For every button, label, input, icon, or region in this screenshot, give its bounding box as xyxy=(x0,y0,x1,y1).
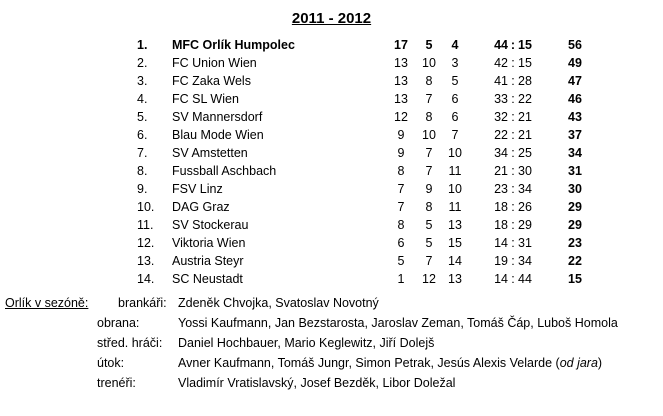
table-row xyxy=(0,234,663,252)
draws-cell: 8 xyxy=(425,110,433,124)
goals-for-cell: 34 xyxy=(494,146,508,160)
team-name: DAG Graz xyxy=(172,200,230,214)
rank-cell: 13. xyxy=(137,254,155,268)
score-separator: : xyxy=(511,272,515,286)
points-cell: 46 xyxy=(568,92,582,106)
wins-cell: 8 xyxy=(397,218,405,232)
points-cell: 31 xyxy=(568,164,582,178)
table-row xyxy=(0,216,663,234)
score-separator: : xyxy=(511,254,515,268)
team-name: Blau Mode Wien xyxy=(172,128,264,142)
rank-cell: 10. xyxy=(137,200,155,214)
losses-cell: 10 xyxy=(448,182,462,196)
squad-names: Daniel Hochbauer, Mario Keglewitz, Jiří Dolejš xyxy=(178,336,435,350)
goals-for-cell: 32 xyxy=(494,110,508,124)
rank-cell: 7. xyxy=(137,146,148,160)
rank-cell: 3. xyxy=(137,74,148,88)
goals-against-cell: 34 xyxy=(518,254,532,268)
points-cell: 49 xyxy=(568,56,582,70)
goals-against-cell: 31 xyxy=(518,236,532,250)
team-name: Austria Steyr xyxy=(172,254,244,268)
losses-cell: 11 xyxy=(448,200,462,214)
team-name: FC Union Wien xyxy=(172,56,257,70)
wins-cell: 9 xyxy=(397,146,405,160)
points-cell: 15 xyxy=(568,272,582,286)
points-cell: 30 xyxy=(568,182,582,196)
score-separator: : xyxy=(511,236,515,250)
table-row xyxy=(0,270,663,288)
losses-cell: 6 xyxy=(451,92,459,106)
goals-against-cell: 25 xyxy=(518,146,532,160)
table-row xyxy=(0,54,663,72)
squad-names: Vladimír Vratislavský, Josef Bezděk, Libor Doležal xyxy=(178,376,456,390)
draws-cell: 8 xyxy=(425,74,433,88)
squad-names: Avner Kaufmann, Tomáš Jungr, Simon Petrak, Jesús Alexis Velarde (od jara) xyxy=(178,356,603,370)
draws-cell: 9 xyxy=(425,182,433,196)
wins-cell: 13 xyxy=(394,74,408,88)
team-name: MFC Orlík Humpolec xyxy=(172,38,295,52)
draws-cell: 7 xyxy=(425,146,433,160)
points-cell: 34 xyxy=(568,146,582,160)
score-separator: : xyxy=(511,128,515,142)
wins-cell: 7 xyxy=(397,200,405,214)
goals-for-cell: 44 xyxy=(494,38,508,52)
score-separator: : xyxy=(511,146,515,160)
wins-cell: 7 xyxy=(397,182,405,196)
squad-row xyxy=(0,293,663,313)
points-cell: 29 xyxy=(568,200,582,214)
rank-cell: 8. xyxy=(137,164,148,178)
draws-cell: 5 xyxy=(425,218,433,232)
team-name: SC Neustadt xyxy=(172,272,243,286)
rank-cell: 14. xyxy=(137,272,155,286)
goals-against-cell: 29 xyxy=(518,218,532,232)
score-separator: : xyxy=(511,74,515,88)
draws-cell: 5 xyxy=(425,236,433,250)
squad-note: od jara xyxy=(559,356,598,370)
goals-for-cell: 14 xyxy=(494,272,508,286)
goals-for-cell: 18 xyxy=(494,200,508,214)
goals-against-cell: 15 xyxy=(518,38,532,52)
goals-against-cell: 22 xyxy=(518,92,532,106)
points-cell: 56 xyxy=(568,38,582,52)
wins-cell: 13 xyxy=(394,92,408,106)
score-separator: : xyxy=(511,110,515,124)
points-cell: 37 xyxy=(568,128,582,142)
losses-cell: 10 xyxy=(448,146,462,160)
squad-role: střed. hráči: xyxy=(97,336,163,350)
score-separator: : xyxy=(511,56,515,70)
draws-cell: 5 xyxy=(425,38,433,52)
draws-cell: 12 xyxy=(422,272,436,286)
wins-cell: 5 xyxy=(397,254,405,268)
table-row xyxy=(0,252,663,270)
goals-against-cell: 44 xyxy=(518,272,532,286)
draws-cell: 7 xyxy=(425,164,433,178)
rank-cell: 9. xyxy=(137,182,148,196)
goals-for-cell: 42 xyxy=(494,56,508,70)
score-separator: : xyxy=(511,164,515,178)
rank-cell: 6. xyxy=(137,128,148,142)
goals-for-cell: 21 xyxy=(494,164,508,178)
goals-for-cell: 19 xyxy=(494,254,508,268)
rank-cell: 1. xyxy=(137,38,148,52)
losses-cell: 5 xyxy=(451,74,459,88)
table-row xyxy=(0,72,663,90)
team-name: SV Amstetten xyxy=(172,146,248,160)
score-separator: : xyxy=(511,92,515,106)
losses-cell: 15 xyxy=(448,236,462,250)
team-name: SV Mannersdorf xyxy=(172,110,263,124)
squad-names: Zdeněk Chvojka, Svatoslav Novotný xyxy=(178,296,379,310)
goals-against-cell: 21 xyxy=(518,110,532,124)
table-row xyxy=(0,90,663,108)
losses-cell: 3 xyxy=(451,56,459,70)
team-name: SV Stockerau xyxy=(172,218,249,232)
wins-cell: 1 xyxy=(397,272,405,286)
draws-cell: 7 xyxy=(425,254,433,268)
table-row xyxy=(0,180,663,198)
goals-for-cell: 41 xyxy=(494,74,508,88)
losses-cell: 6 xyxy=(451,110,459,124)
points-cell: 43 xyxy=(568,110,582,124)
squad-row xyxy=(0,373,663,393)
points-cell: 22 xyxy=(568,254,582,268)
losses-cell: 4 xyxy=(451,38,459,52)
points-cell: 47 xyxy=(568,74,582,88)
goals-for-cell: 23 xyxy=(494,182,508,196)
team-name: FC SL Wien xyxy=(172,92,239,106)
table-row xyxy=(0,126,663,144)
losses-cell: 7 xyxy=(451,128,459,142)
rank-cell: 12. xyxy=(137,236,155,250)
rank-cell: 4. xyxy=(137,92,148,106)
goals-against-cell: 30 xyxy=(518,164,532,178)
wins-cell: 9 xyxy=(397,128,405,142)
squad-section xyxy=(0,293,663,393)
goals-for-cell: 18 xyxy=(494,218,508,232)
draws-cell: 10 xyxy=(422,128,436,142)
team-name: Viktoria Wien xyxy=(172,236,246,250)
wins-cell: 6 xyxy=(397,236,405,250)
table-row xyxy=(0,108,663,126)
points-cell: 23 xyxy=(568,236,582,250)
rank-cell: 11. xyxy=(137,218,154,232)
score-separator: : xyxy=(511,182,515,196)
league-table xyxy=(0,36,663,288)
score-separator: : xyxy=(510,38,516,52)
table-row xyxy=(0,198,663,216)
team-name: FSV Linz xyxy=(172,182,223,196)
losses-cell: 13 xyxy=(448,272,462,286)
goals-against-cell: 28 xyxy=(518,74,532,88)
losses-cell: 14 xyxy=(448,254,462,268)
draws-cell: 8 xyxy=(425,200,433,214)
goals-for-cell: 33 xyxy=(494,92,508,106)
squad-names: Yossi Kaufmann, Jan Bezstarosta, Jaroslav Zeman, Tomáš Čáp, Luboš Homola xyxy=(178,316,618,330)
rank-cell: 5. xyxy=(137,110,148,124)
rank-cell: 2. xyxy=(137,56,148,70)
squad-role: brankáři: xyxy=(118,296,167,310)
squad-row xyxy=(0,333,663,353)
squad-role: obrana: xyxy=(97,316,140,330)
losses-cell: 13 xyxy=(448,218,462,232)
squad-role: trenéři: xyxy=(97,376,136,390)
goals-against-cell: 34 xyxy=(518,182,532,196)
goals-for-cell: 14 xyxy=(494,236,508,250)
table-row xyxy=(0,162,663,180)
squad-names-text: Avner Kaufmann, Tomáš Jungr, Simon Petrak, Jesús Alexis Velarde xyxy=(178,356,553,370)
season-title: 2011 - 2012 xyxy=(291,10,372,27)
points-cell: 29 xyxy=(568,218,582,232)
score-separator: : xyxy=(511,200,515,214)
wins-cell: 13 xyxy=(394,56,408,70)
score-separator: : xyxy=(511,218,515,232)
draws-cell: 7 xyxy=(425,92,433,106)
table-row xyxy=(0,36,663,54)
goals-against-cell: 15 xyxy=(518,56,532,70)
goals-against-cell: 21 xyxy=(518,128,532,142)
table-row xyxy=(0,144,663,162)
wins-cell: 17 xyxy=(394,38,408,52)
wins-cell: 12 xyxy=(394,110,408,124)
draws-cell: 10 xyxy=(422,56,436,70)
squad-row xyxy=(0,313,663,333)
squad-row xyxy=(0,353,663,373)
goals-against-cell: 26 xyxy=(518,200,532,214)
wins-cell: 8 xyxy=(397,164,405,178)
losses-cell: 11 xyxy=(448,164,462,178)
squad-role: útok: xyxy=(97,356,125,370)
goals-for-cell: 22 xyxy=(494,128,508,142)
team-name: FC Zaka Wels xyxy=(172,74,251,88)
season-label: Orlík v sezóně: xyxy=(5,296,89,310)
team-name: Fussball Aschbach xyxy=(172,164,277,178)
